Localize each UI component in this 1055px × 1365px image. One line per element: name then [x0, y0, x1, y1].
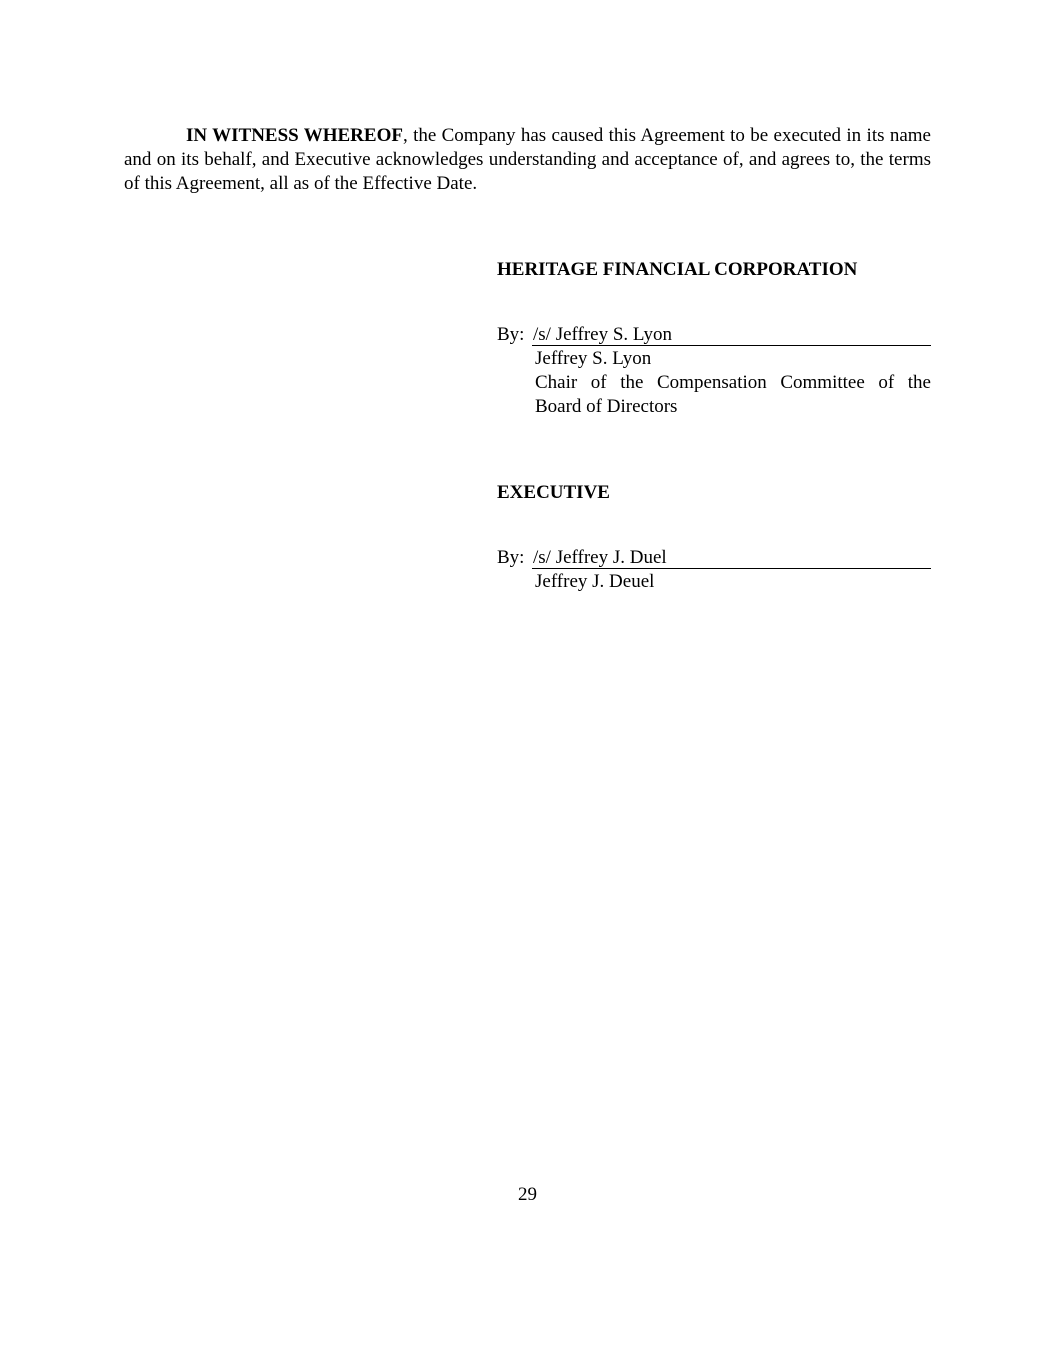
executive-signer-block	[535, 570, 931, 594]
company-signature-row	[497, 323, 931, 347]
company-signature: /s/ Jeffrey S. Lyon	[533, 324, 672, 345]
company-signer-block	[535, 347, 931, 419]
company-signer-title-line2: Board of Directors	[535, 396, 678, 417]
company-signer-title-line1: Chair of the Compensation Committee of the	[535, 372, 931, 393]
executive-heading: EXECUTIVE	[497, 482, 610, 503]
executive-by-label: By:	[497, 547, 525, 568]
executive-signature-row	[497, 546, 931, 570]
witness-paragraph	[124, 124, 931, 196]
company-signature-line	[532, 323, 931, 346]
executive-signature: /s/ Jeffrey J. Duel	[533, 547, 667, 568]
company-signer-name: Jeffrey S. Lyon	[535, 348, 652, 369]
executive-signature-line	[532, 546, 931, 569]
company-heading: HERITAGE FINANCIAL CORPORATION	[497, 259, 858, 280]
witness-lead: IN WITNESS WHEREOF	[186, 125, 403, 146]
company-by-label: By:	[497, 324, 525, 345]
witness-body: , the Company has caused this Agreement to be executed in its name and on its behalf, and Executive acknowledges understanding and acceptance of, and agrees to, the terms of this Agreement, all as of the Effective Date.	[124, 125, 931, 194]
page-number: 29	[518, 1184, 537, 1205]
executive-signer-name: Jeffrey J. Deuel	[535, 571, 655, 592]
